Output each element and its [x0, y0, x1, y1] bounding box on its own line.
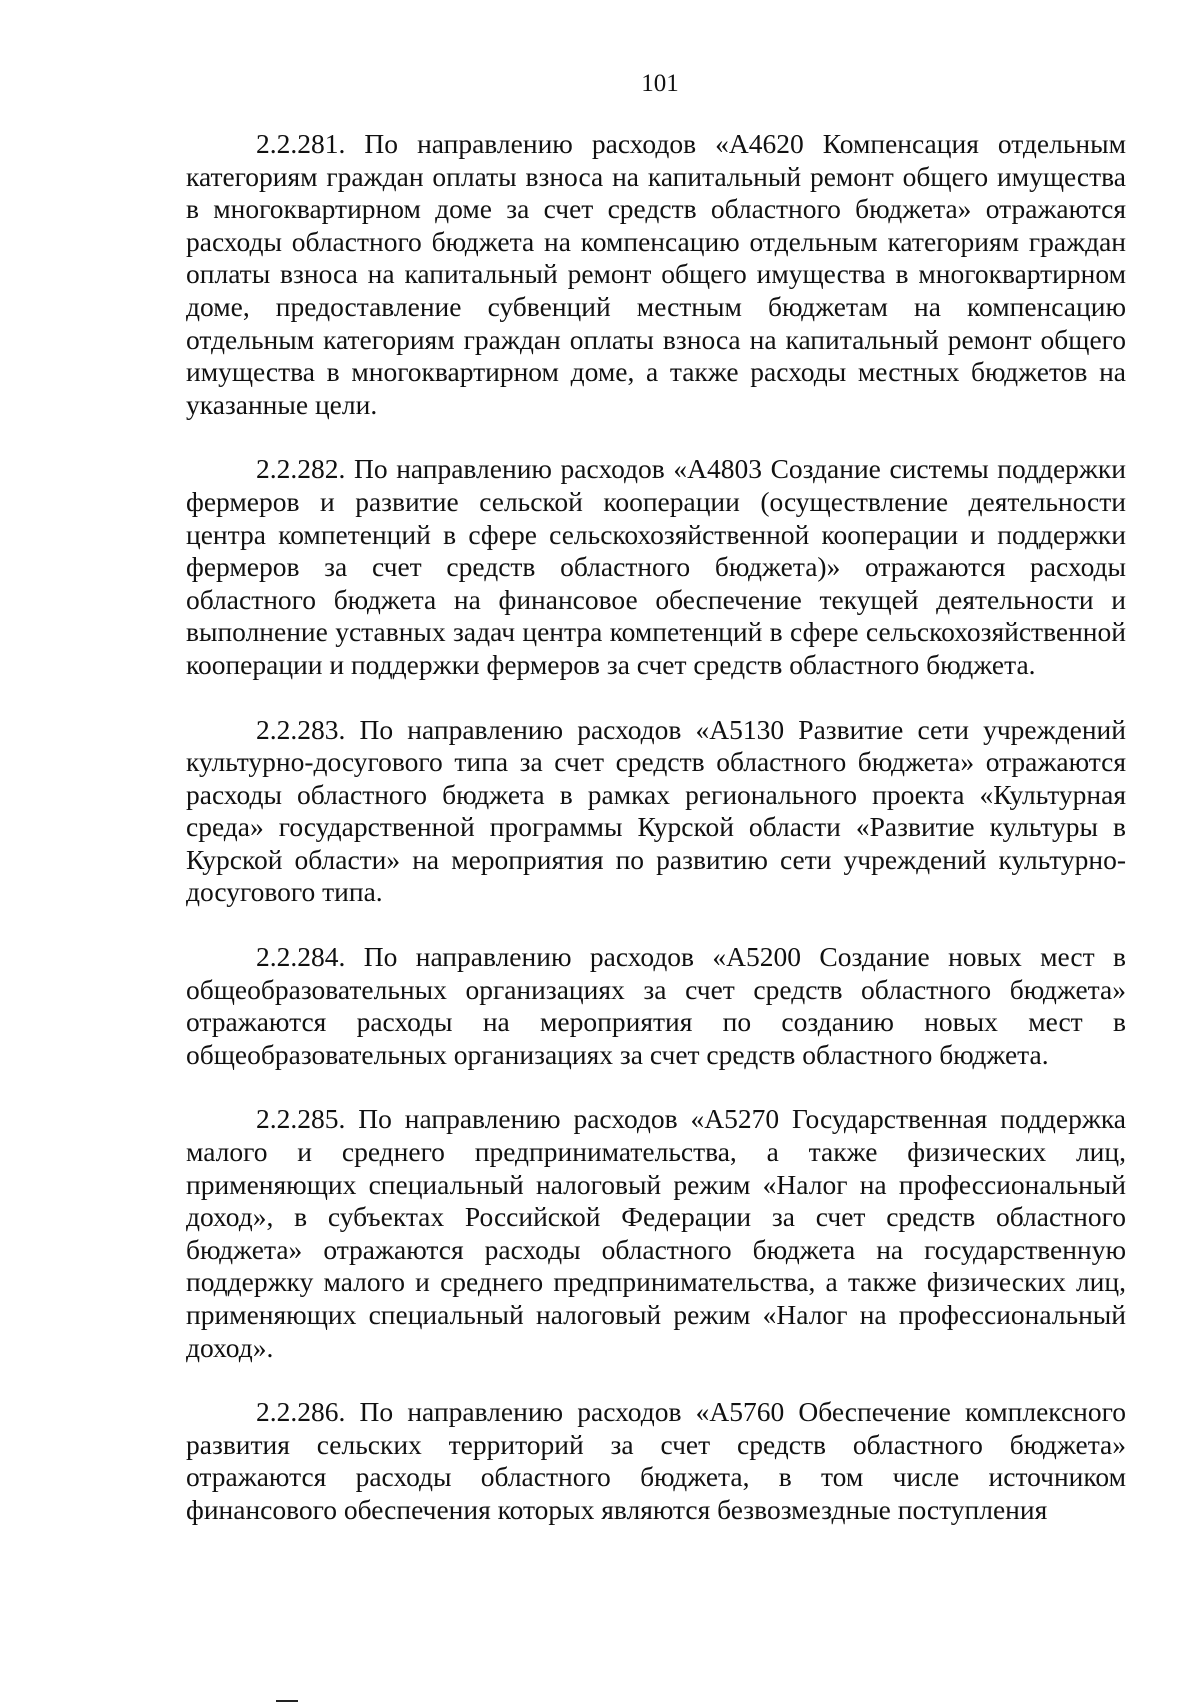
paragraph-2-2-282: 2.2.282. По направлению расходов «А4803 Создание системы поддержки фермеров и развитие сельской кооперации (осуществление деятельности центра компетенций в сфере сельскохозяйственной кооперации и поддержки фермеров за счет средств областного бюджета)» отражаются расходы областного бюджета на финансовое обеспечение текущей деятельности и выполнение уставных задач центра компетенций в сфере сельскохозяйственной кооперации и поддержки фермеров за счет средств областного бюджета. [186, 453, 1126, 680]
page-number: 101 [641, 70, 679, 97]
footer-mark [276, 1700, 298, 1702]
paragraph-2-2-283: 2.2.283. По направлению расходов «А5130 Развитие сети учреждений культурно-досугового типа за счет средств областного бюджета» отражаются расходы областного бюджета в рамках регионального проекта «Культурная среда» государственной программы Курской области «Развитие культуры в Курской области» на мероприятия по развитию сети учреждений культурно-досугового типа. [186, 713, 1126, 908]
paragraph-2-2-286: 2.2.286. По направлению расходов «А5760 Обеспечение комплексного развития сельских территорий за счет средств областного бюджета» отражаются расходы областного бюджета, в том числе источником финансового обеспечения которых являются безвозмездные поступления [186, 1396, 1126, 1525]
paragraph-2-2-285: 2.2.285. По направлению расходов «А5270 Государственная поддержка малого и среднего предпринимательства, а также физических лиц, применяющих специальный налоговый режим «Налог на профессиональный доход», в субъектах Российской Федерации за счет средств областного бюджета» отражаются расходы областного бюджета на государственную поддержку малого и среднего предпринимательства, а также физических лиц, применяющих специальный налоговый режим «Налог на профессиональный доход». [186, 1103, 1126, 1363]
document-body [186, 128, 1126, 1527]
paragraph-2-2-284: 2.2.284. По направлению расходов «А5200 Создание новых мест в общеобразовательных организациях за счет средств областного бюджета» отражаются расходы на мероприятия по созданию новых мест в общеобразовательных организациях за счет средств областного бюджета. [186, 941, 1126, 1070]
paragraph-2-2-281: 2.2.281. По направлению расходов «А4620 Компенсация отдельным категориям граждан оплаты взноса на капитальный ремонт общего имущества в многоквартирном доме за счет средств областного бюджета» отражаются расходы областного бюджета на компенсацию отдельным категориям граждан оплаты взноса на капитальный ремонт общего имущества в многоквартирном доме, предоставление субвенций местным бюджетам на компенсацию отдельным категориям граждан оплаты взноса на капитальный ремонт общего имущества в многоквартирном доме, а также расходы местных бюджетов на указанные цели. [186, 128, 1126, 420]
